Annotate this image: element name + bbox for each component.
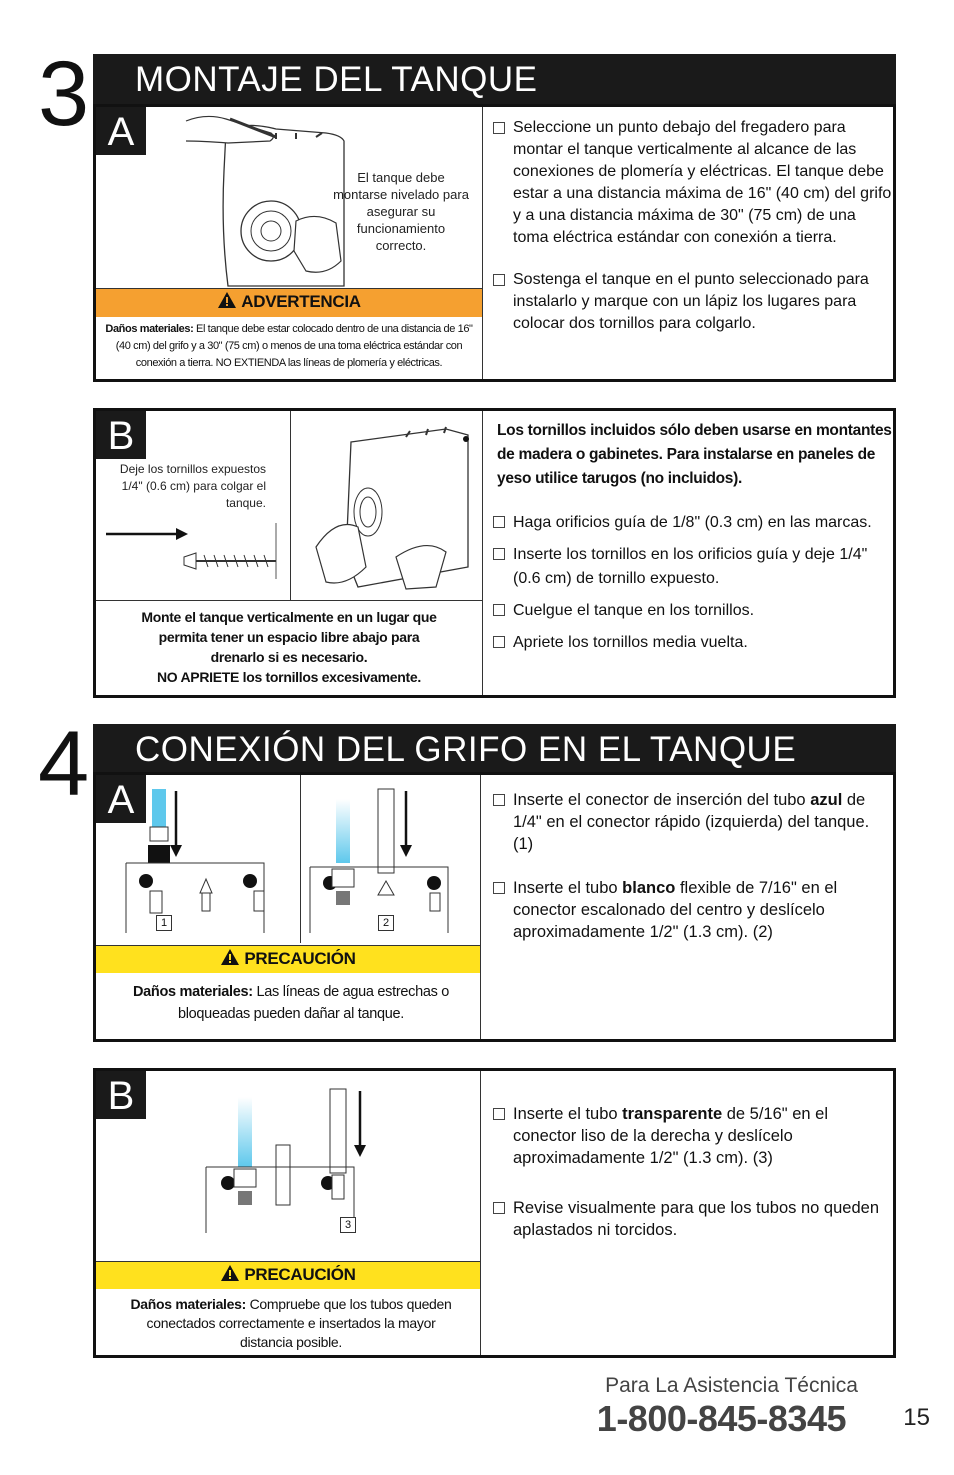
- panel-3b: [93, 408, 896, 698]
- caution-text-4b: Daños materiales: Compruebe que los tubos queden conectados correctamente e insertados la mayor distancia posible.: [130, 1296, 452, 1350]
- warning-text: Daños materiales: El tanque debe estar colocado dentro de una distancia de 16" (40 cm) del grifo y a 30" (75 cm) o menos de una toma eléctrica estándar con conexión a tierra. NO EXTIENDA las líneas de plomería y eléctricas.: [105, 323, 473, 369]
- caution-title: PRECAUCIÓN: [244, 949, 356, 968]
- panel-4a: [93, 772, 896, 1042]
- warning-triangle-icon: [220, 948, 240, 974]
- panel-4b: [93, 1068, 896, 1358]
- section-header-conexion: CONEXIÓN DEL GRIFO EN EL TANQUE: [93, 724, 896, 774]
- step-3b-item-1: Haga orificios guía de 1/8" (0.3 cm) en las marcas.: [493, 511, 893, 535]
- level-caption: El tanque debe montarse nivelado para asegurar su funcionamiento correcto.: [333, 170, 469, 253]
- step-number-3: 3: [38, 43, 90, 145]
- step-4a-item-1: Inserte el conector de inserción del tubo azul de 1/4" en el conector rápido (izquierda) del tanque. (1): [493, 789, 873, 855]
- step-number-4: 4: [38, 713, 90, 815]
- step-3b-item-3: Cuelgue el tanque en los tornillos.: [493, 599, 893, 623]
- step-4a-item-2: Inserte el tubo blanco flexible de 7/16" en el conector escalonado del centro y deslícelo aproximadamente 1/2" (1.3 cm). (2): [493, 877, 873, 943]
- figure-label-1: 1: [156, 915, 172, 931]
- step-4a-list: [493, 789, 873, 943]
- screw-illustration: [104, 521, 284, 581]
- quick-connector-illustration-1: [124, 783, 300, 943]
- step-3b-item-4: Apriete los tornillos media vuelta.: [493, 631, 893, 655]
- checkbox-icon[interactable]: [493, 882, 505, 894]
- checkbox-icon[interactable]: [493, 122, 505, 134]
- warning-triangle-icon: [217, 291, 237, 317]
- hang-tank-illustration: [296, 417, 476, 597]
- page-number: 15: [903, 1404, 930, 1431]
- checkbox-icon[interactable]: [493, 548, 505, 560]
- step-3a-item-2: Sostenga el tanque en el punto seleccionado para instalarlo y marque con un lápiz los lugares para colocar dos tornillos para colgarlo.: [493, 269, 893, 335]
- smooth-connector-illustration-3: [204, 1083, 384, 1243]
- checkbox-icon[interactable]: [493, 1108, 505, 1120]
- step-4b-list: [493, 1103, 883, 1241]
- support-label: Para La Asistencia Técnica: [605, 1374, 858, 1397]
- warning-triangle-icon: [220, 1264, 240, 1290]
- section-header-montaje: MONTAJE DEL TANQUE: [93, 54, 896, 104]
- caution-bar-4a: [96, 945, 480, 973]
- figure-label-2: 2: [378, 915, 394, 931]
- checkbox-icon[interactable]: [493, 604, 505, 616]
- checkbox-icon[interactable]: [493, 516, 505, 528]
- caution-title: PRECAUCIÓN: [244, 1265, 356, 1284]
- warning-bar: [96, 289, 482, 317]
- step-3b-list: [493, 511, 893, 655]
- screw-caption: Deje los tornillos expuestos 1/4" (0.6 cm) para colgar el tanque.: [119, 462, 266, 510]
- panel-letter-4a: A: [96, 775, 146, 823]
- step-3a-item-1: Seleccione un punto debajo del fregadero para montar el tanque verticalmente al alcance de las conexiones de plomería y eléctricas. El tanque debe estar a una distancia máxima de 16" (40 cm) del grifo y a una distancia máxima de 30" (75 cm) de una toma eléctrica estándar con conexión a tierra.: [493, 117, 893, 249]
- support-phone[interactable]: 1-800-845-8345: [596, 1398, 846, 1439]
- screw-intro: Los tornillos incluidos sólo deben usarse en montantes de madera o gabinetes. Para instalarse en paneles de yeso utilice tarugos (no incluidos).: [497, 422, 892, 487]
- panel-3a: [93, 104, 896, 382]
- caution-bar-4b: [96, 1261, 480, 1289]
- caution-text-4a: Daños materiales: Las líneas de agua estrechas o bloqueadas pueden dañar al tanque.: [132, 984, 450, 1022]
- step-3a-list: [493, 117, 893, 335]
- mounting-note: Monte el tanque verticalmente en un lugar que permita tener un espacio libre abajo para drenarlo si es necesario. NO APRIETE los tornillos excesivamente.: [141, 609, 437, 685]
- warning-title: ADVERTENCIA: [241, 292, 361, 311]
- checkbox-icon[interactable]: [493, 1202, 505, 1214]
- panel-letter-3a: A: [96, 107, 146, 155]
- step-4b-item-2: Revise visualmente para que los tubos no queden aplastados ni torcidos.: [493, 1197, 883, 1241]
- panel-letter-3b: B: [96, 411, 146, 459]
- checkbox-icon[interactable]: [493, 274, 505, 286]
- stepped-connector-illustration-2: [308, 783, 480, 943]
- step-4b-item-1: Inserte el tubo transparente de 5/16" en el conector liso de la derecha y deslícelo aproximadamente 1/2" (1.3 cm). (3): [493, 1103, 883, 1169]
- step-3b-item-2: Inserte los tornillos en los orificios guía y deje 1/4" (0.6 cm) de tornillo expuesto.: [493, 543, 893, 591]
- figure-label-3: 3: [340, 1217, 356, 1233]
- checkbox-icon[interactable]: [493, 794, 505, 806]
- panel-letter-4b: B: [96, 1071, 146, 1119]
- checkbox-icon[interactable]: [493, 636, 505, 648]
